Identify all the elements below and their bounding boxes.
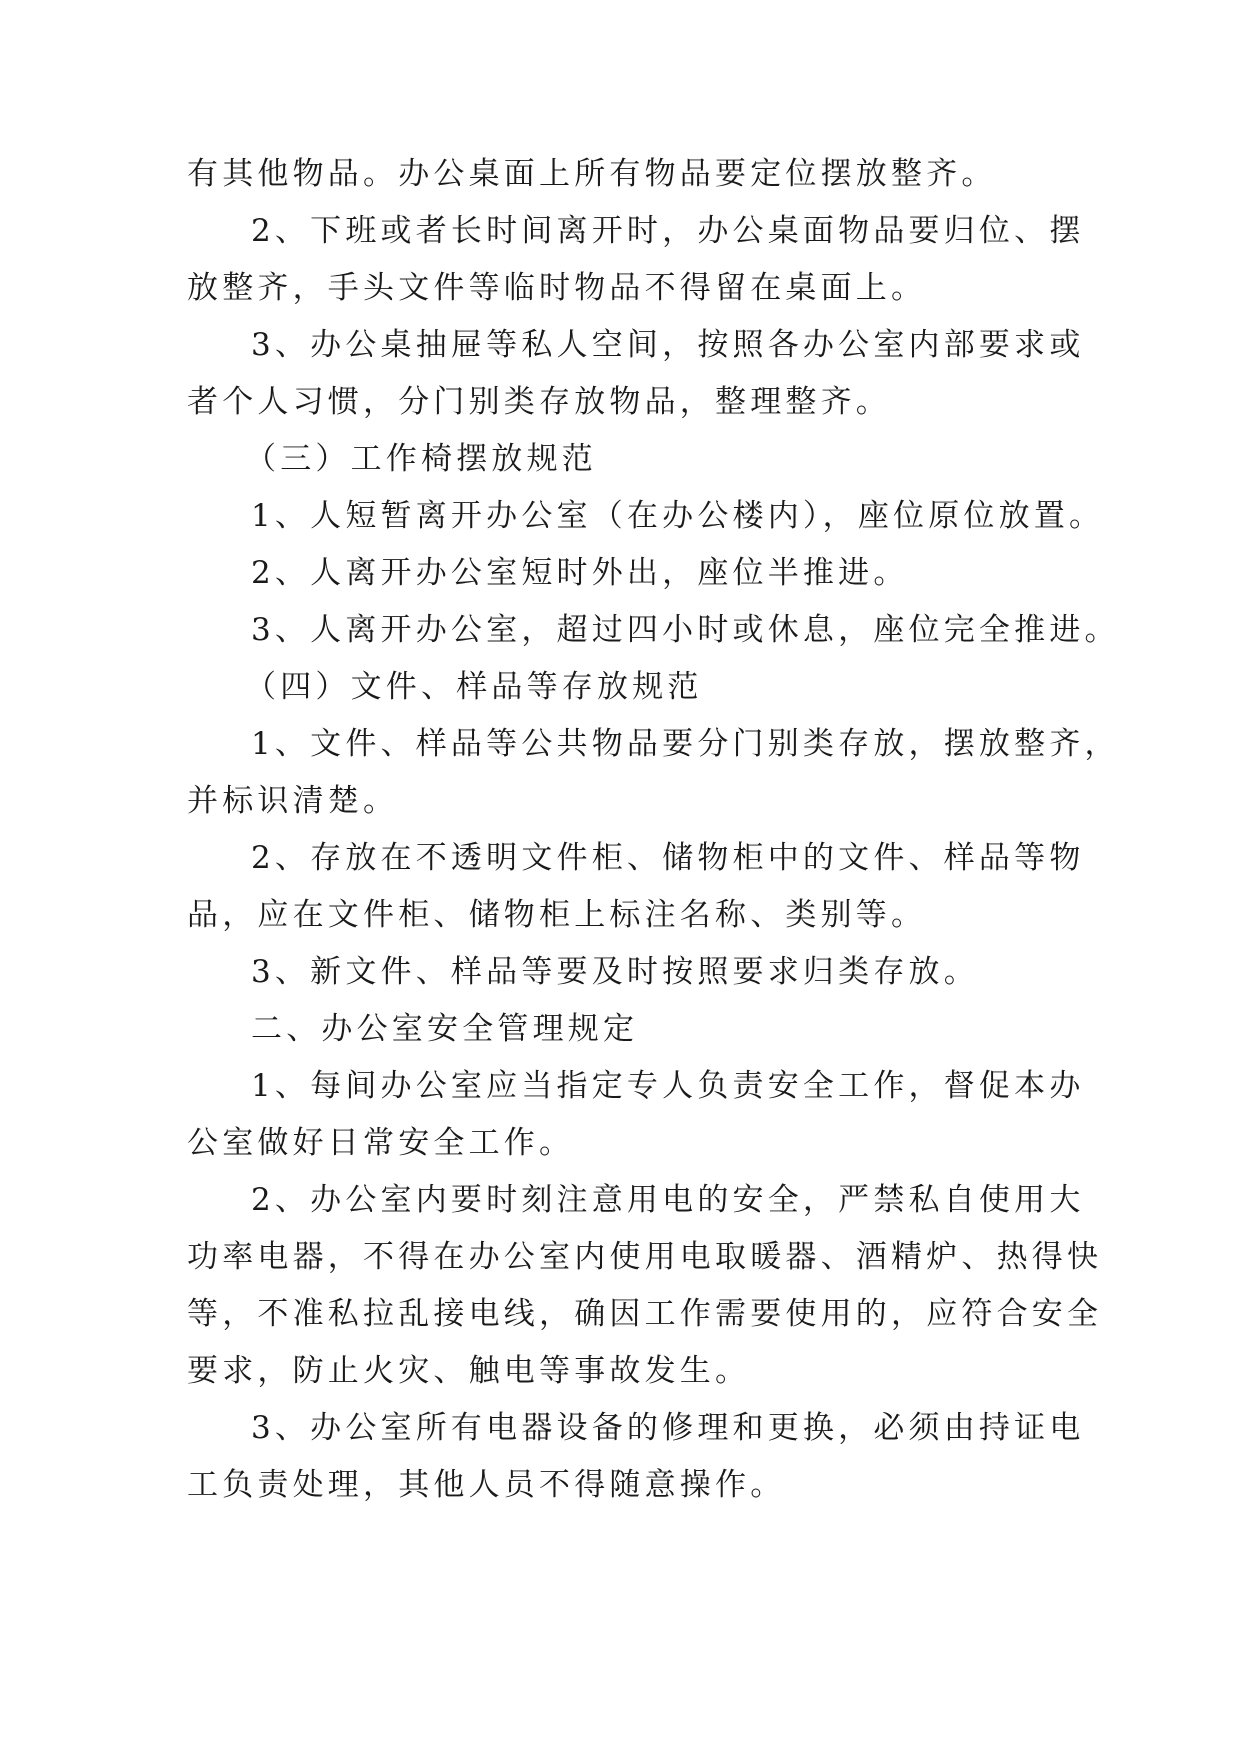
section-heading-2: 二、办公室安全管理规定 — [251, 1011, 639, 1047]
text-line-2: 2、下班或者长时间离开时，办公桌面物品要归位、摆 — [251, 213, 1085, 249]
text-line-23: 3、办公室所有电器设备的修理和更换，必须由持证电 — [251, 1410, 1085, 1446]
text-line-12: 并标识清楚。 — [187, 783, 399, 819]
text-line-4: 3、办公桌抽屉等私人空间，按照各办公室内部要求或 — [251, 327, 1085, 363]
text-line-18: 公室做好日常安全工作。 — [187, 1125, 575, 1161]
text-line-15: 3、新文件、样品等要及时按照要求归类存放。 — [251, 954, 979, 990]
text-line-3: 放整齐，手头文件等临时物品不得留在桌面上。 — [187, 270, 927, 306]
text-line-1: 有其他物品。办公桌面上所有物品要定位摆放整齐。 — [187, 156, 997, 192]
text-line-14: 品，应在文件柜、储物柜上标注名称、类别等。 — [187, 897, 927, 933]
text-line-22: 要求，防止火灾、触电等事故发生。 — [187, 1353, 751, 1389]
text-line-5: 者个人习惯，分门别类存放物品，整理整齐。 — [187, 384, 891, 420]
section-heading-3: （三）工作椅摆放规范 — [245, 441, 597, 477]
text-line-19: 2、办公室内要时刻注意用电的安全，严禁私自使用大 — [251, 1182, 1085, 1218]
text-line-24: 工负责处理，其他人员不得随意操作。 — [187, 1467, 786, 1503]
text-line-20: 功率电器，不得在办公室内使用电取暖器、酒精炉、热得快 — [187, 1239, 1103, 1275]
text-line-7: 1、人短暂离开办公室（在办公楼内），座位原位放置。 — [251, 498, 1105, 534]
text-line-11: 1、文件、样品等公共物品要分门别类存放，摆放整齐， — [251, 726, 1120, 762]
text-line-21: 等，不准私拉乱接电线，确因工作需要使用的，应符合安全 — [187, 1296, 1103, 1332]
text-line-13: 2、存放在不透明文件柜、储物柜中的文件、样品等物 — [251, 840, 1085, 876]
section-heading-4: （四）文件、样品等存放规范 — [245, 669, 703, 705]
text-line-17: 1、每间办公室应当指定专人负责安全工作，督促本办 — [251, 1068, 1085, 1104]
text-line-9: 3、人离开办公室，超过四小时或休息，座位完全推进。 — [251, 612, 1120, 648]
text-line-8: 2、人离开办公室短时外出，座位半推进。 — [251, 555, 909, 591]
